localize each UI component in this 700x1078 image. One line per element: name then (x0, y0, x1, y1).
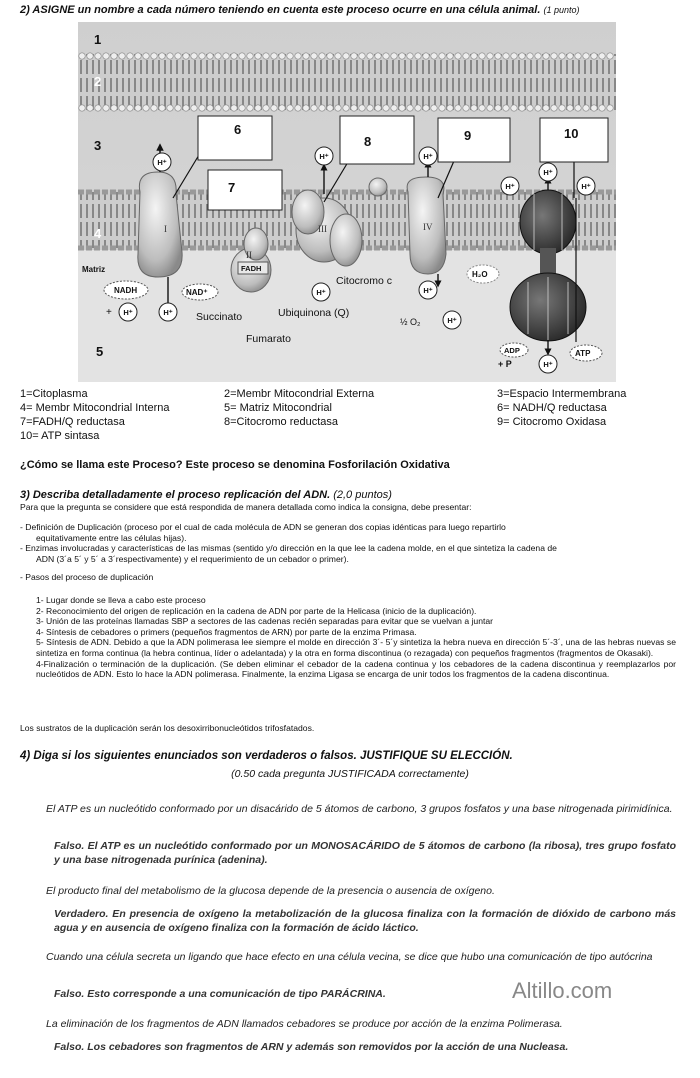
statement-2: El producto final del metabolismo de la glucosa depende de la presencia o ausencia de oxígeno. (46, 885, 495, 897)
question-2-points: (1 punto) (543, 5, 580, 15)
h-ion-8: H⁺ (123, 308, 133, 317)
cytochrome-c-protein (369, 178, 387, 196)
legend-item: 6= NADH/Q reductasa (497, 402, 607, 414)
roman-iv: IV (423, 222, 433, 232)
question-3-intro: Para que la pregunta se considere que está respondida de manera detallada como indica la consigna, debe presentar: (20, 502, 472, 512)
oxygen-label: ½ O₂ (400, 317, 421, 327)
requirement-enzymes-cont: ADN (3´a 5´ y 5´ a 3´respectivamente) y el requerimiento de un cebador o primer). (36, 553, 349, 564)
question-4-title: 4) Diga si los siguientes enunciados son verdaderos o falsos. JUSTIFIQUE SU ELECCIÓN. (20, 750, 513, 762)
nadh-label: NADH (114, 286, 138, 295)
question-3-title (20, 489, 392, 501)
question-3-text: 3) Describa detalladamente el proceso replicación del ADN. (20, 489, 331, 501)
h-ion-10: H⁺ (423, 286, 433, 295)
h-ion-1: H⁺ (157, 158, 167, 167)
roman-i: I (164, 224, 167, 234)
substrates-note: Los sustratos de la duplicación serán los desoxirribonucleótidos trifosfatados. (20, 723, 315, 733)
h-ion-6: H⁺ (581, 182, 591, 191)
number-9: 9 (464, 128, 472, 143)
legend-item: 5= Matriz Mitocondrial (224, 402, 332, 414)
answer-3: Falso. Esto corresponde a una comunicación de tipo PARÁCRINA. (54, 988, 386, 1000)
h-ion-9: H⁺ (316, 288, 326, 297)
step-item: 1- Lugar donde se lleva a cabo este proceso (36, 595, 206, 605)
legend-item: 8=Citocromo reductasa (224, 416, 339, 428)
number-1: 1 (94, 32, 102, 47)
legend-item: 4= Membr Mitocondrial Interna (20, 402, 170, 414)
fadh-label: FADH (241, 264, 262, 273)
legend-item: 7=FADH/Q reductasa (20, 416, 125, 428)
steps-heading: - Pasos del proceso de duplicación (20, 572, 154, 582)
number-4: 4 (94, 226, 102, 241)
h-ion-7: H⁺ (163, 308, 173, 317)
legend-item: 1=Citoplasma (20, 388, 88, 400)
diagram-legend (20, 387, 690, 443)
complex-i (138, 172, 182, 277)
nad-label: NAD⁺ (186, 288, 208, 297)
question-3-requirements (20, 522, 676, 564)
legend-item: 3=Espacio Intermembrana (497, 388, 627, 400)
h-ion-3: H⁺ (423, 152, 433, 161)
question-4-subtitle: (0.50 cada pregunta JUSTIFICADA correctamente) (231, 768, 469, 780)
question-2-text: 2) ASIGNE un nombre a cada número teniendo en cuenta este proceso ocurre en una célula animal. (20, 4, 541, 16)
statement-3: Cuando una célula secreta un ligando que hace efecto en una célula vecina, se dice que hubo una comunicación de tipo autócrina (46, 951, 653, 963)
h-ion-4: H⁺ (505, 182, 515, 191)
h-ion-12: H⁺ (543, 360, 553, 369)
step-item: 4-Finalización o terminación de la duplicación. (Se deben eliminar el cebador de la cadena continua y los cebadores de la cadena discontinua y reemplazarlos por nucleótidos de ADN. Esto lo hace la ADN polimerasa. Finalmente, la enzima Ligasa se encarga de unir todos los fragmentos de la cadena discontinua. (36, 658, 676, 680)
h-ion-11: H⁺ (447, 316, 457, 325)
succinato-label: Succinato (196, 311, 243, 323)
outer-membrane (78, 53, 616, 111)
legend-row (20, 401, 690, 415)
answer-1: Falso. El ATP es un nucleótido conformado por un MONOSACÁRIDO de 5 átomos de carbono (la ribosa), tres grupo fosfato y una base nitrogenada purínica (adenina). (54, 840, 676, 866)
fumarato-label: Fumarato (246, 333, 291, 345)
question-3-points: (2,0 puntos) (333, 489, 392, 501)
number-2: 2 (94, 74, 102, 89)
step-item: 4- Síntesis de cebadores o primers (pequeños fragmentos de ARN) por parte de la enzima Primasa. (36, 626, 417, 637)
ubiquinona-label: Ubiquinona (Q) (278, 307, 350, 319)
label-box-8 (340, 116, 414, 164)
atp-label: ATP (575, 349, 591, 358)
legend-item: 9= Citocromo Oxidasa (497, 416, 607, 428)
phosphate-label: + P (498, 359, 512, 369)
number-3: 3 (94, 138, 102, 153)
requirement-definition: - Definición de Duplicación (proceso por el cual de cada molécula de ADN se generan dos copias idénticas para luego repartirlo (20, 522, 506, 532)
requirement-definition-cont: equitativamente entre las células hijas). (36, 532, 187, 543)
step-item: 5- Síntesis de ADN. Debido a que la ADN polimerasa lee siempre el molde en dirección 3´- 5´y sintetiza la hebra nueva en dirección 5´-3´, una de las hebras nuevas se sintetiza en forma continua (la hebra continua, líder o adelantada) y la otra en forma discontinua (o rezagada) con pequeños fragmentos (fragmentos de Okasaki). (36, 637, 676, 658)
answer-4: Falso. Los cebadores son fragmentos de ARN y además son removidos por la acción de una Nucleasa. (54, 1041, 569, 1053)
process-name-answer: ¿Cómo se llama este Proceso? Este proceso se denomina Fosforilación Oxidativa (20, 459, 450, 471)
legend-item: 2=Membr Mitocondrial Externa (224, 388, 375, 400)
label-box-9 (438, 118, 510, 162)
step-item: 3- Unión de las proteínas llamadas SBP a sectores de las cadenas recién separadas para evitar que se vuelvan a juntar (36, 616, 494, 627)
answer-2: Verdadero. En presencia de oxígeno la metabolización de la glucosa finaliza con la formación de dióxido de carbono más agua y en ausencia de oxígeno finaliza con la formación de ácido láctico. (54, 908, 676, 934)
statement-4: La eliminación de los fragmentos de ADN llamados cebadores se produce por acción de la enzima Polimerasa. (46, 1018, 563, 1030)
number-8: 8 (364, 134, 372, 149)
oxidative-phosphorylation-diagram (78, 22, 616, 382)
h-ion-2: H⁺ (319, 152, 329, 161)
legend-row (20, 415, 690, 429)
legend-item: 10= ATP sintasa (20, 430, 100, 442)
label-box-7 (208, 170, 282, 210)
watermark-logo: Altillo.com (512, 978, 613, 1003)
legend-row (20, 429, 690, 443)
requirement-enzymes: - Enzimas involucradas y características de las mismas (sentido y/o dirección en la que lee la cadena molde, en el que sintetiza la cadena de (20, 543, 557, 554)
replication-steps (36, 595, 676, 680)
water-label: H₂O (472, 270, 488, 279)
legend-row (20, 387, 690, 401)
number-10: 10 (564, 126, 579, 141)
roman-iii: III (318, 224, 327, 234)
roman-ii: II (246, 250, 252, 260)
citocromo-c-label: Citocromo c (336, 275, 393, 287)
question-2-title (20, 4, 580, 16)
plus-sign: + (106, 307, 112, 318)
statement-1: El ATP es un nucleótido conformado por un disacárido de 5 átomos de carbono, 3 grupos fosfatos y una base nitrogenada pirimidínica. (46, 803, 673, 815)
number-7: 7 (228, 180, 236, 195)
number-6: 6 (234, 122, 242, 137)
number-5: 5 (96, 344, 104, 359)
matriz-label: Matriz (82, 265, 106, 274)
adp-label: ADP (504, 346, 520, 355)
step-item: 2- Reconocimiento del origen de replicación en la cadena de ADN por parte de la Helicasa (inicio de la duplicación). (36, 605, 477, 616)
h-ion-5: H⁺ (543, 168, 553, 177)
